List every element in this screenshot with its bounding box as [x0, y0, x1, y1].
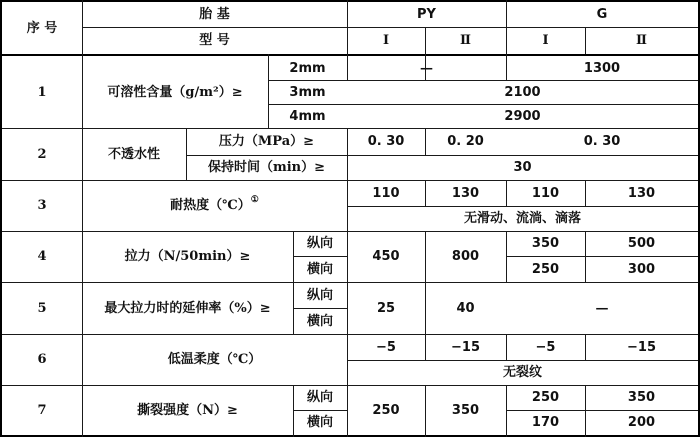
row-3-name: 耐热度（℃）	[170, 198, 251, 213]
row-5-py-i: 25	[376, 300, 396, 316]
row-2-pressure-py-i: 0. 30	[367, 134, 405, 149]
row-7-dir-trans: 横向	[306, 415, 333, 430]
row-6-g-ii: −15	[627, 339, 656, 355]
row-4-no: 4	[37, 249, 47, 264]
row-2-pressure-g: 0. 30	[583, 134, 621, 149]
row-5-dir-long: 纵向	[306, 287, 333, 303]
row-6-py-i: −5	[376, 339, 396, 355]
row-1-2mm-py: —	[420, 60, 433, 76]
row-2-pressure-py-ii: 0. 20	[447, 134, 484, 149]
row-1-sub-3mm: 3mm	[289, 84, 326, 100]
row-7-g-ii-long: 350	[627, 390, 656, 405]
header-seq: 序 号	[26, 20, 58, 36]
row-3-name-cell	[82, 180, 347, 231]
row-1-2mm-g: 1300	[583, 60, 621, 76]
row-7-g-i-trans: 170	[531, 415, 560, 430]
header-g: G	[596, 7, 608, 22]
row-2-no: 2	[37, 146, 47, 162]
row-4-dir-trans: 横向	[306, 261, 333, 277]
header-model: 型 号	[199, 33, 230, 48]
row-3-g-i: 110	[531, 185, 560, 201]
row-4-g-ii-long: 500	[627, 236, 656, 251]
header-py-i: Ⅰ	[382, 33, 390, 48]
row-7-name: 撕裂强度（N）≥	[137, 402, 238, 418]
row-4-g-i-trans: 250	[531, 261, 560, 277]
row-6-py-ii: −15	[451, 339, 480, 355]
row-3-footnote: ①	[250, 195, 259, 205]
row-2-time: 30	[513, 160, 532, 175]
row-4-g-ii-trans: 300	[627, 261, 656, 277]
row-1-3mm: 2100	[504, 84, 541, 100]
row-2-sub-pressure: 压力（MPa）≥	[218, 134, 315, 149]
row-3-no: 3	[37, 198, 47, 213]
row-6-name: 低温柔度（℃）	[167, 352, 262, 367]
row-5-g: —	[595, 300, 609, 316]
row-3-g-ii: 130	[627, 185, 656, 201]
header-g-i: Ⅰ	[542, 33, 549, 48]
row-7-py-i: 250	[372, 402, 400, 418]
row-1-4mm: 2900	[504, 108, 541, 124]
row-4-py-i: 450	[372, 249, 400, 264]
row-5-py-ii: 40	[456, 300, 475, 316]
header-g-ii: Ⅱ	[636, 33, 647, 48]
row-7-dir-long: 纵向	[306, 390, 333, 405]
row-1-no: 1	[37, 84, 47, 100]
row-7-no: 7	[37, 402, 47, 418]
row-5-name: 最大拉力时的延伸率（%）≥	[104, 300, 271, 316]
row-6-requirement: 无裂纹	[502, 365, 542, 380]
header-base: 胎 基	[199, 7, 230, 22]
row-4-name: 拉力（N/50min）≥	[124, 249, 251, 264]
row-1-sub-4mm: 4mm	[289, 108, 326, 124]
row-3-requirement: 无滑动、流淌、滴落	[463, 211, 581, 226]
row-4-g-i-long: 350	[531, 236, 560, 251]
header-py: PY	[417, 7, 436, 22]
row-4-dir-long: 纵向	[306, 236, 333, 251]
row-1-sub-2mm: 2mm	[289, 60, 326, 76]
row-7-py-ii: 350	[451, 402, 480, 418]
row-1-name: 可溶性含量（g/m²）≥	[107, 84, 243, 100]
row-2-name: 不透水性	[107, 146, 160, 162]
row-2-sub-time: 保持时间（min）≥	[207, 160, 326, 175]
row-7-g-ii-trans: 200	[627, 415, 656, 430]
row-7-g-i-long: 250	[531, 390, 560, 405]
row-6-g-i: −5	[535, 339, 556, 355]
row-3-py-ii: 130	[451, 185, 480, 201]
header-py-ii: Ⅱ	[460, 33, 471, 48]
row-5-dir-trans: 横向	[306, 313, 333, 329]
row-5-no: 5	[37, 300, 47, 316]
row-3-py-i: 110	[372, 185, 400, 201]
row-4-py-ii: 800	[451, 249, 480, 264]
row-6-no: 6	[37, 352, 47, 367]
